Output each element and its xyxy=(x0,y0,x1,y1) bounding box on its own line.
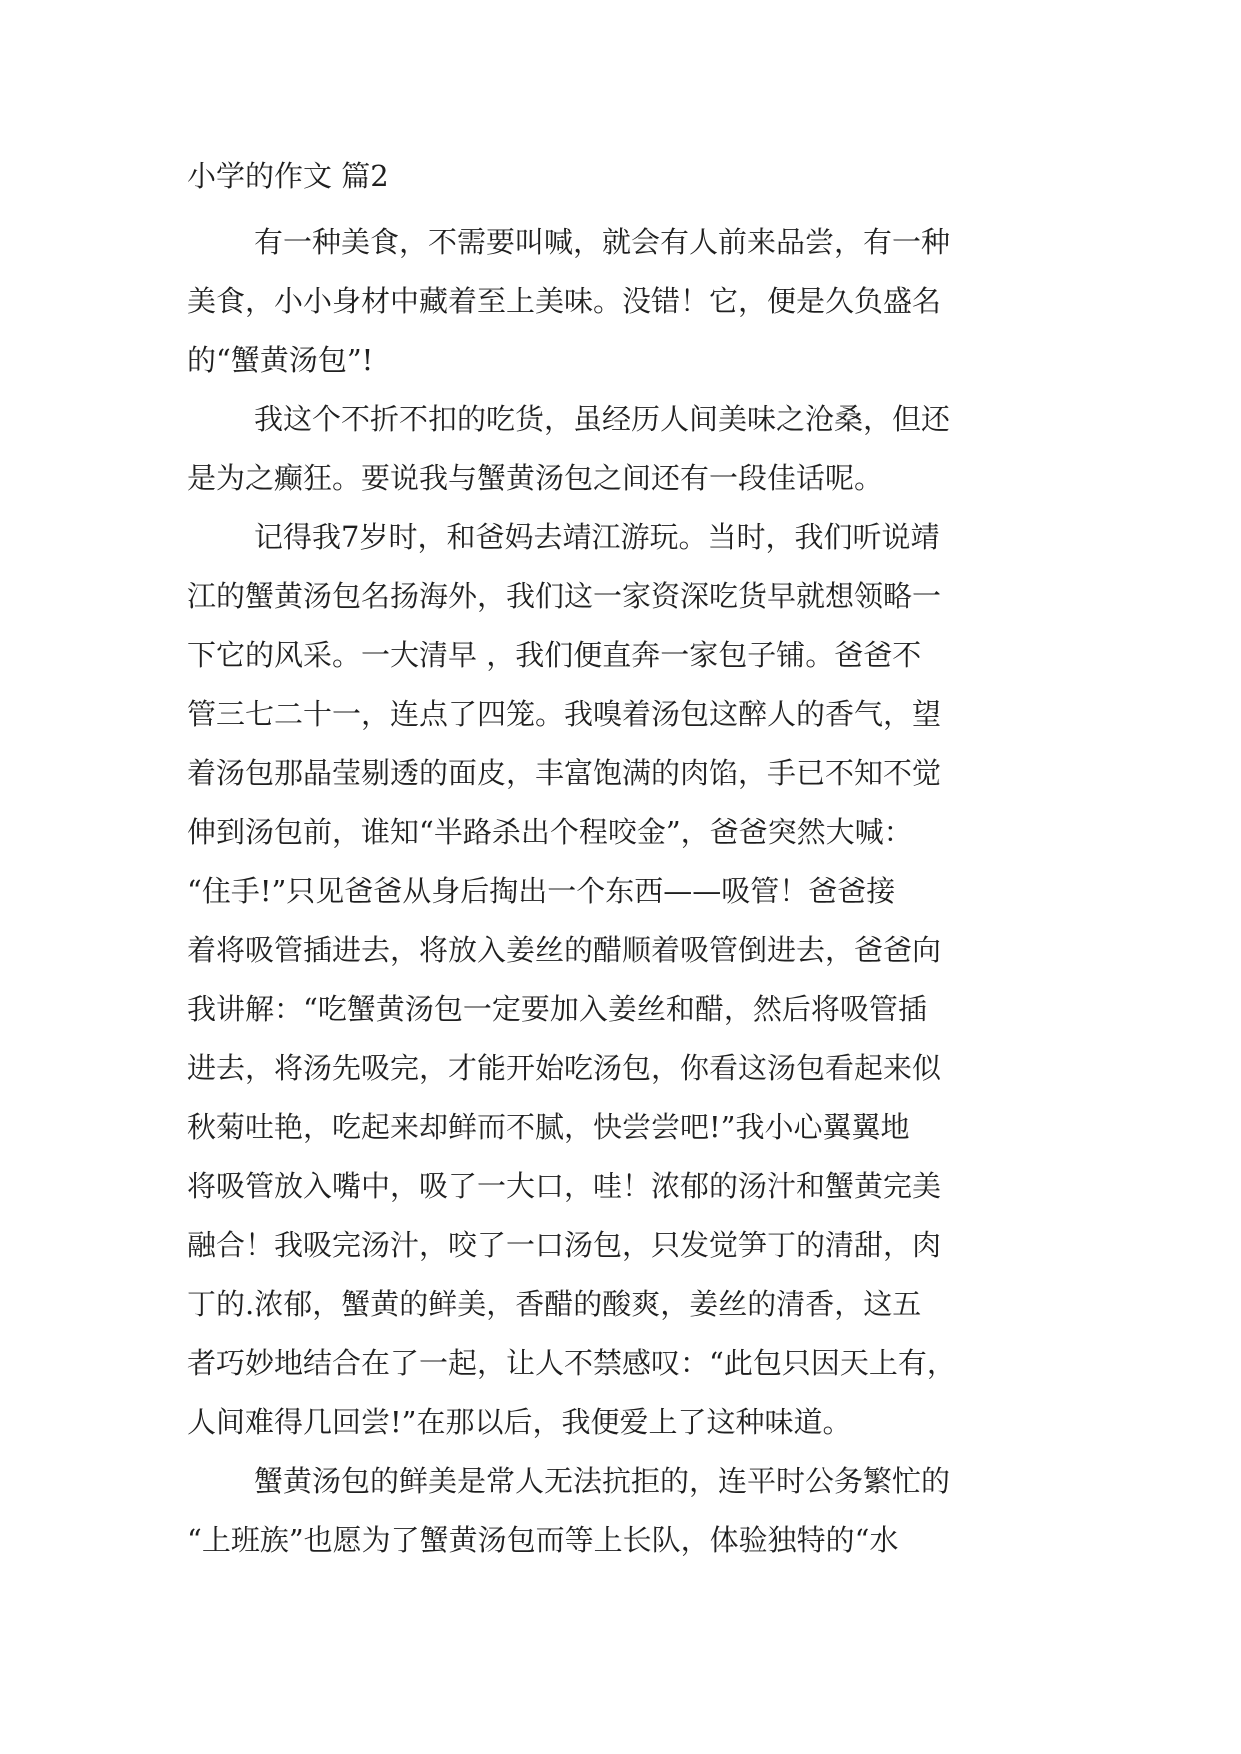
paragraph-line xyxy=(0,507,1241,567)
paragraph-line-text: 着汤包那晶莹剔透的面皮，丰富饱满的肉馅，手已不知不觉 xyxy=(187,756,942,790)
paragraph-line xyxy=(0,920,1241,980)
paragraph-line xyxy=(0,743,1241,803)
paragraph-line xyxy=(0,389,1241,449)
paragraph-line-text: 下它的风采。一大清早 ，我们便直奔一家包子铺。爸爸不 xyxy=(187,638,922,672)
paragraph-line-text: 我讲解：“吃蟹黄汤包一定要加入姜丝和醋，然后将吸管插 xyxy=(187,992,927,1026)
document-title-text: 小学的作文 篇2 xyxy=(187,159,389,193)
paragraph-line-text: 伸到汤包前，谁知“半路杀出个程咬金”，爸爸突然大喊： xyxy=(187,815,913,849)
paragraph-line-text: 美食，小小身材中藏着至上美味。没错！它，便是久负盛名 xyxy=(187,284,942,318)
paragraph-line xyxy=(0,1333,1241,1393)
paragraph-line xyxy=(0,1215,1241,1275)
paragraph-line-text: 管三七二十一，连点了四笼。我嗅着汤包这醉人的香气，望 xyxy=(187,697,942,731)
paragraph-line xyxy=(0,1451,1241,1511)
paragraph-line-text: 进去，将汤先吸完，才能开始吃汤包，你看这汤包看起来似 xyxy=(187,1051,942,1085)
paragraph-line-text: 丁的.浓郁，蟹黄的鲜美，香醋的酸爽，姜丝的清香，这五 xyxy=(187,1287,922,1321)
paragraph-line xyxy=(0,979,1241,1039)
paragraph-line-text: “上班族”也愿为了蟹黄汤包而等上长队，体验独特的“水 xyxy=(187,1523,899,1557)
paragraph-line-text: 秋菊吐艳，吃起来却鲜而不腻，快尝尝吧!”我小心翼翼地 xyxy=(187,1110,910,1144)
paragraph-line-text: 融合！我吸完汤汁，咬了一口汤包，只发觉笋丁的清甜，肉 xyxy=(187,1228,942,1262)
paragraph-line-text: 江的蟹黄汤包名扬海外，我们这一家资深吃货早就想领略一 xyxy=(187,579,942,613)
paragraph-line xyxy=(0,1392,1241,1452)
paragraph-line-text: 蟹黄汤包的鲜美是常人无法抗拒的，连平时公务繁忙的 xyxy=(254,1464,951,1498)
paragraph-line-text: 者巧妙地结合在了一起，让人不禁感叹：“此包只因天上有， xyxy=(187,1346,956,1380)
paragraph-line-text: “住手!”只见爸爸从身后掏出一个东西——吸管！爸爸接 xyxy=(187,874,896,908)
paragraph-line-text: 人间难得几回尝!”在那以后，我便爱上了这种味道。 xyxy=(187,1405,852,1439)
paragraph-line xyxy=(0,1097,1241,1157)
paragraph-line xyxy=(0,625,1241,685)
paragraph-line xyxy=(0,1510,1241,1570)
paragraph-line xyxy=(0,566,1241,626)
paragraph-line-text: 是为之癫狂。要说我与蟹黄汤包之间还有一段佳话呢。 xyxy=(187,461,884,495)
paragraph-line xyxy=(0,1156,1241,1216)
paragraph-line xyxy=(0,330,1241,390)
paragraph-line xyxy=(0,861,1241,921)
paragraph-line xyxy=(0,684,1241,744)
paragraph-line xyxy=(0,448,1241,508)
paragraph-line xyxy=(0,1038,1241,1098)
paragraph-line-text: 的“蟹黄汤包”! xyxy=(187,343,374,377)
document-title xyxy=(0,146,1241,206)
paragraph-line-text: 有一种美食，不需要叫喊，就会有人前来品尝，有一种 xyxy=(254,225,951,259)
paragraph-line-text: 记得我7岁时，和爸妈去靖江游玩。当时，我们听说靖 xyxy=(254,520,940,554)
paragraph-line-text: 着将吸管插进去，将放入姜丝的醋顺着吸管倒进去，爸爸向 xyxy=(187,933,942,967)
paragraph-line xyxy=(0,212,1241,272)
paragraph-line xyxy=(0,802,1241,862)
paragraph-line xyxy=(0,1274,1241,1334)
paragraph-line-text: 将吸管放入嘴中，吸了一大口，哇！浓郁的汤汁和蟹黄完美 xyxy=(187,1169,942,1203)
paragraph-line-text: 我这个不折不扣的吃货，虽经历人间美味之沧桑，但还 xyxy=(254,402,951,436)
paragraph-line xyxy=(0,271,1241,331)
